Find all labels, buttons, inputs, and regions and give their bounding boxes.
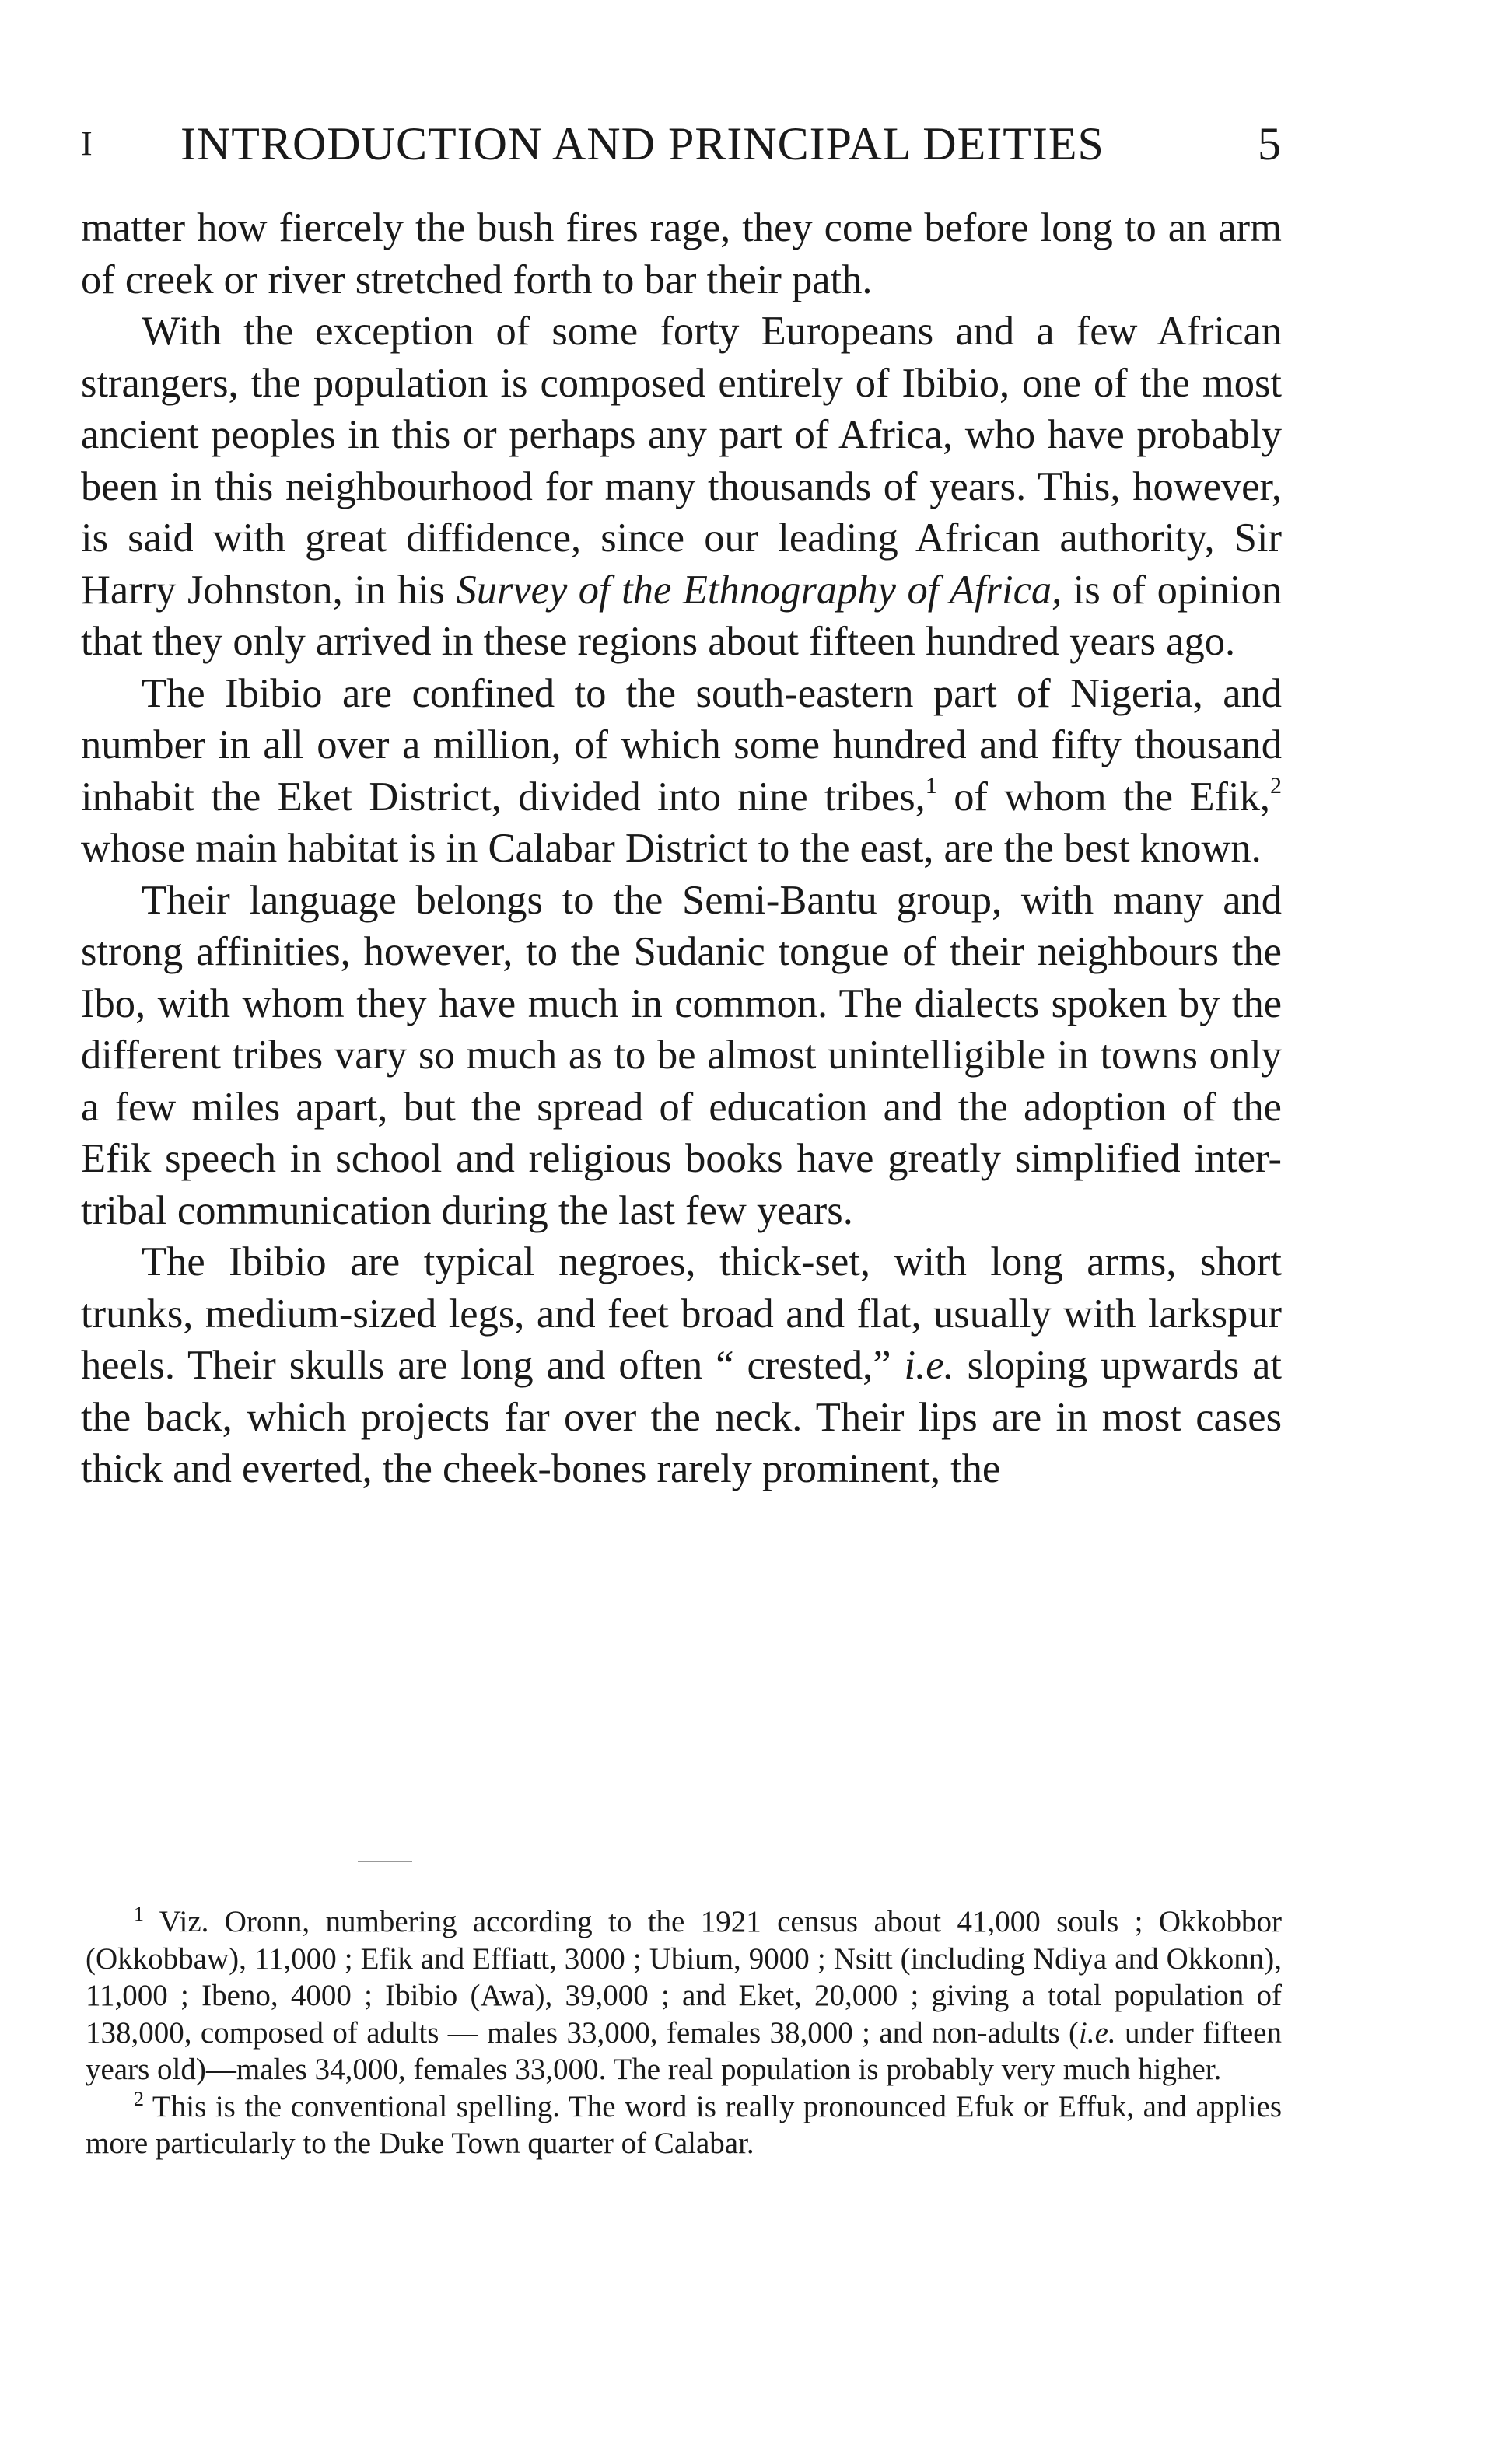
page-number: 5 [1258, 118, 1282, 170]
paragraph-2: With the exception of some forty Europeans and a few African strangers, the population is composed entirely of Ibibio, one of the most ancient peoples in this or perhaps any part of Africa, who have probably been in this neighbourhood for many thousands of years. This, however, is said with great diffidence, since our leading African authority, Sir Harry Johnston, in his Survey of the Ethnography of Africa, is of opinion that they only arrived in these regions about fifteen hundred years ago. [81, 309, 1283, 664]
chapter-number: I [81, 124, 93, 163]
footnote-divider [358, 1861, 412, 1862]
body-text [81, 202, 1282, 1495]
paragraph-5: The Ibibio are typical negroes, thick-set, with long arms, short trunks, medium-sized legs, and feet broad and flat, usually with larkspur heels. Their skulls are long and often “ crested,” i.e. sloping upwards at the back, which projects far over the neck. Their lips are in most cases thick and everted, the cheek-bones rarely prominent, the [81, 1239, 1282, 1491]
footnote-1: $^1$ Viz. Oronn, numbering according to the 1921 census about 41,000 souls ; Okkobbor (Okkobbaw), 11,000 ; Efik and Effiatt, 3000 ; Ubium, 9000 ; Nsitt (including Ndiya and Okkonn), 11,000 ; Ibeno, 4000 ; Ibibio (Awa), 39,000 ; and Eket, 20,000 ; giving a total population of 138,000, composed of adults — males 33,000, females 38,000 ; and non-adults (i.e. under fifteen years old)—males 34,000, females 33,000. The real population is probably very much higher. [86, 1903, 1282, 2086]
paragraph-1: matter how fiercely the bush fires rage, they come before long to an arm of creek or river stretched forth to bar their path. [81, 205, 1282, 302]
running-header [81, 117, 1282, 171]
chapter-title: INTRODUCTION AND PRINCIPAL DEITIES [180, 118, 1104, 170]
footnote-ref-2[interactable]: 2 [1270, 772, 1282, 799]
footnote-2-marker: 2 [134, 2087, 144, 2110]
paragraph-4: Their language belongs to the Semi-Bantu group, with many and strong affinities, however, to the Sudanic tongue of their neighbours the Ibo, with whom they have much in common. The dialects spoken by the different tribes vary so much as to be almost unintelligible in towns only a few miles apart, but the spread of education and the adoption of the Efik speech in school and religious books have greatly simplified inter-tribal communication during the last few years. [81, 877, 1282, 1233]
ie-italic: i.e. [904, 1343, 954, 1388]
paragraph-3: The Ibibio are confined to the south-eastern part of Nigeria, and number in all over a million, of which some hundred and fifty thousand inhabit the Eket District, divided into nine tribes,$^1$ of whom the Efik,$^2$ whose main habitat is in Calabar District to the east, are the best known. [81, 670, 1282, 871]
footnotes [86, 1903, 1282, 2162]
footnote-2: $^2$ This is the conventional spelling. The word is really pronounced Efuk or Effuk, and applies more particularly to the Duke Town quarter of Calabar. [86, 2087, 1282, 2160]
footnote-1-marker: 1 [134, 1903, 144, 1925]
book-title-italic: Survey of the Ethnography of Africa, [456, 567, 1062, 613]
footnote-ref-1[interactable]: 1 [925, 772, 937, 799]
